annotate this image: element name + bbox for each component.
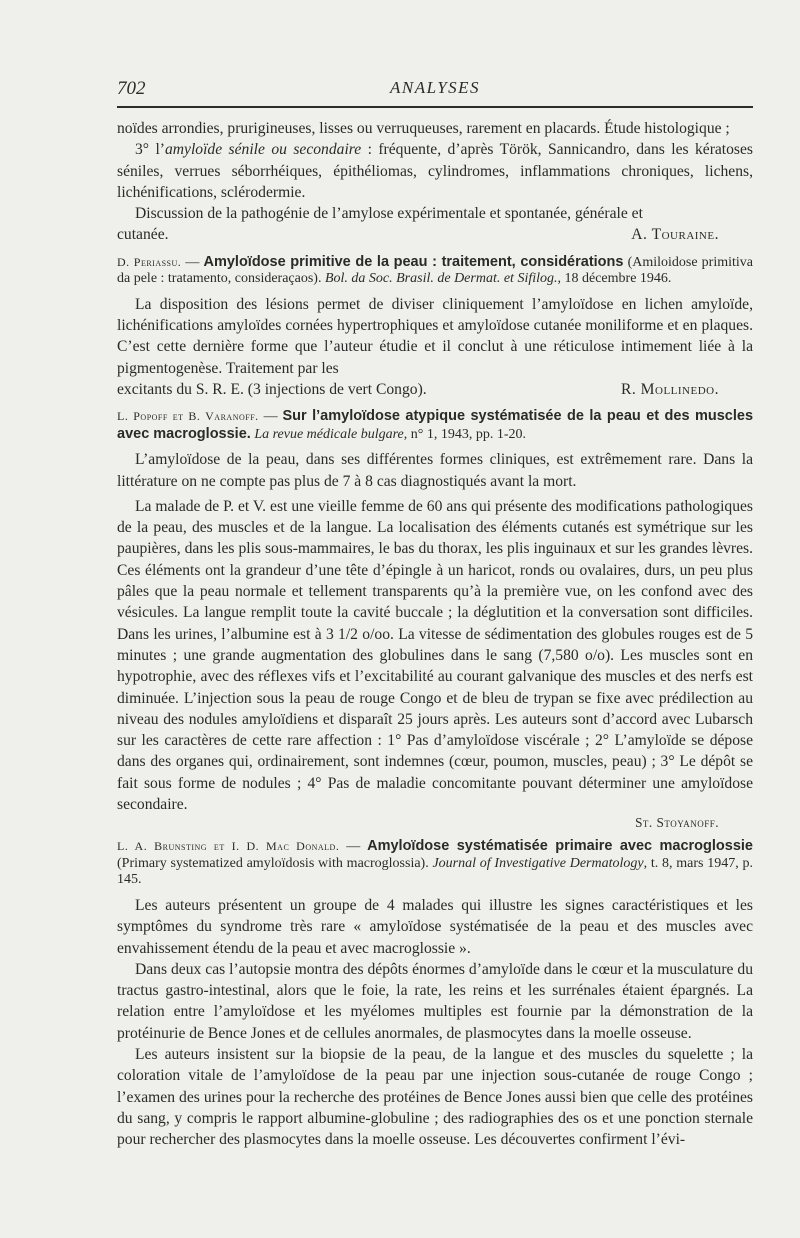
entry-paragraph-brunsting-1: Les auteurs présentent un groupe de 4 malades qui illustre les signes caractéristiques et les symptômes du syndrome très rare « amyloïdose systématisée de la peau et des muscles avec envahissement étendu de la peau et avec macroglossie ».: [117, 896, 753, 957]
reviewer-signature: St. Stoyanoff.: [635, 815, 719, 831]
entry-paragraph-brunsting-2: Dans deux cas l’autopsie montra des dépôts énormes d’amyloïde dans le cœur et la musculature du tractus gastro-intestinal, alors que le foie, la rate, les reins et les surrénales étaient épargnés. La relation entre l’amyloïdose et les myélomes multiples est fournie par la démonstration de la protéinurie de Bence Jones et de cellules anormales, de plasmocytes dans la moelle osseuse.: [117, 960, 753, 1042]
running-header: [117, 78, 753, 106]
entry-paragraph-popoff-2: La malade de P. et V. est une vieille femme de 60 ans qui présente des modifications pathologiques de la peau, des muscles et de la langue. La localisation des éléments cutanés est symétrique sur les paupières, dans les plis sous-mammaires, le bas du thorax, les plis inguinaux et sur les grandes lèvres. Ces éléments ont la grandeur d’une tête d’épingle à un haricot, ronds ou ovalaires, durs, un peu plus pâles que la peau normale et tellement transparents qu’à la première vue, on les confond avec des vésicules. La langue remplit toute la cavité buccale ; la déglutition et la conversation sont difficiles. Dans les urines, l’albumine est à 3 1/2 o/oo. La vitesse de sédimentation des globules rouges est de 5 minutes ; une grande augmentation des globulines dans le sang (7,580 o/o). Les muscles sont en hypotrophie, avec des réflexes vifs et l’excitabilité au courant galvanique des muscles et des nerfs est diminuée. L’injection sous la peau de rouge Congo et de bleu de trypan se fixe avec prédilection au niveau des nodules amyloïdiens et disparaît 25 jours après. Les auteurs sont d’accord avec Lubarsch sur les caractères de cette rare affection : 1° Pas d’amyloïdose viscérale ; 2° L’amyloïde se dépose dans des organes qui, ordinairement, sont indemnes (cœur, poumon, muscles, peau) ; 3° Le dépôt se fait sous forme de nodules ; 4° Pas de maladie concomitante pouvant déterminer une amyloïdose secondaire.: [117, 497, 753, 814]
entry-title: Amyloïdose systématisée primaire avec macroglossie: [367, 838, 753, 855]
page-content: [117, 78, 753, 1151]
reviewer-signature: R. Mollinedo.: [620, 380, 719, 398]
entry-author: L. A. Brunsting et I. D. Mac Donald.: [117, 839, 340, 854]
entry-last-line-periassu: excitants du S. R. E. (3 injections de vert Congo). R. Mollinedo.: [117, 379, 753, 400]
entry-journal: Bol. da Soc. Brasil. de Dermat. et Sifilog.: [324, 271, 558, 287]
header-rule: [117, 106, 753, 108]
entry-body-periassu: La disposition des lésions permet de diviser cliniquement l’amyloïdose en lichen amyloïde, lichénifications amyloïdes cornées hypertrophiques et amyloïdose cutanée moniliforme et en plaques. C’est cette dernière forme que l’auteur étudie et il conclut à une réticulose intimement liée à la pigmentogenèse. Traitement par les: [117, 295, 753, 377]
entry-journal: La revue médicale bulgare: [250, 426, 404, 442]
article-body: [117, 118, 753, 1151]
continuation-paragraph-2: 3° l’amyloïde sénile ou secondaire : fréquente, d’après Török, Sannicandro, dans les kératoses séniles, verrues séborrhéiques, épithéliomas, cylindromes, inflammations chroniques, lichens, lichénifications, sclérodermie.: [117, 141, 753, 201]
entry-title: Amyloïdose primitive de la peau : traitement, considérations: [203, 253, 624, 270]
entry-paragraph-brunsting-3: Les auteurs insistent sur la biopsie de la peau, de la langue et des muscles du squelette ; la coloration vitale de l’amyloïdose de la peau par une injection sous-cutanée de rouge Congo ; l’examen des urines pour la recherche des protéines de Bence Jones aussi bien que celle des protéines du sang, y compris le rapport albumine-globuline ; des radiographies des os et une ponction sternale pour rechercher des plasmocytes dans la moelle osseuse. Les découvertes confirment l’évi-: [117, 1046, 753, 1149]
entry-heading-periassu: D. Periassu. — Amyloïdose primitive de la peau : traitement, considérations (Amiloidose primitiva da pele : tratamento, consideraçaos). Bol. da Soc. Brasil. de Dermat. et Sifilog., 18 décembre 1946.: [117, 253, 753, 287]
entry-author: D. Periassu.: [117, 254, 182, 269]
entry-paragraph-popoff-1: L’amyloïdose de la peau, dans ses différentes formes cliniques, est extrêmement rare. Dans la littérature on ne compte pas plus de 7 à 8 cas diagnostiqués avant la mort.: [117, 451, 753, 490]
running-title: ANALYSES: [389, 78, 481, 97]
continuation-last-line: cutanée. A. Touraine.: [117, 224, 753, 245]
entry-title: Sur l’amyloïdose atypique systématisée de la peau et des muscles avec macroglossie.: [117, 408, 754, 442]
entry-heading-brunsting: L. A. Brunsting et I. D. Mac Donald. — Amyloïdose systématisée primaire avec macroglossie (Primary systematized amyloïdosis with macroglossia). Journal of Investigative Dermatology, t. 8, mars 1947, p. 145.: [117, 838, 753, 888]
continuation-paragraph-1: noïdes arrondies, prurigineuses, lisses ou verruqueuses, rarement en placards. Étude histologique ;: [117, 120, 730, 137]
reviewer-signature: A. Touraine.: [631, 226, 719, 244]
continuation-paragraph-3: Discussion de la pathogénie de l’amylose expérimentale et spontanée, générale et: [135, 205, 643, 223]
entry-author: L. Popoff et B. Varanoff.: [117, 409, 259, 424]
entry-heading-popoff: L. Popoff et B. Varanoff. — Sur l’amyloïdose atypique systématisée de la peau et des muscles avec macroglossie. La revue médicale bulgare, n° 1, 1943, pp. 1-20.: [117, 408, 754, 442]
entry-journal: Journal of Investigative Dermatology: [432, 855, 644, 871]
page-number: 702: [117, 78, 146, 99]
